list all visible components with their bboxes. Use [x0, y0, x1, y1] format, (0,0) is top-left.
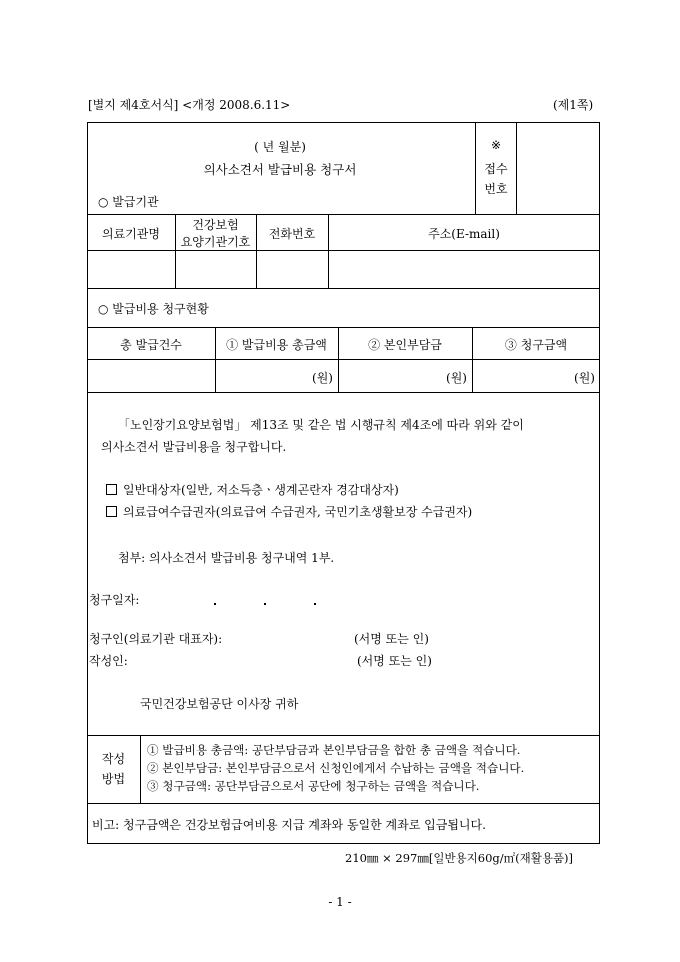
issuer-section-label: ○ 발급기관 — [98, 195, 159, 209]
rule — [87, 250, 600, 251]
rule — [87, 288, 600, 289]
statement-line: 의사소견서 발급비용을 청구합니다. — [101, 440, 287, 454]
guide-item: ② 본인부담금: 본인부담금으로서 신청인에게서 수납하는 금액을 적습니다. — [147, 761, 525, 775]
writer-sign: (서명 또는 인) — [357, 654, 432, 668]
col-self-payment: ② 본인부담금 — [368, 338, 442, 352]
unit-won: (원) — [446, 371, 467, 385]
unit-won: (원) — [574, 371, 595, 385]
claim-date-label: 청구일자: — [89, 593, 140, 607]
col-claim-amount: ③ 청구금액 — [504, 338, 568, 352]
rule — [87, 327, 600, 328]
option-general — [106, 481, 399, 498]
col-phone: 전화번호 — [268, 227, 316, 241]
receipt-label: 번호 — [484, 182, 508, 196]
claimant-sign: (서명 또는 인) — [354, 632, 429, 646]
writer-label: 작성인: — [89, 654, 128, 668]
rule — [87, 392, 600, 393]
col-total-count: 총 발급건수 — [120, 338, 182, 352]
paper-spec: 210㎜ × 297㎜[일반용지60g/㎡(재활용품)] — [345, 851, 574, 865]
guide-label: 작성 — [101, 752, 126, 766]
remark: 비고: 청구금액은 건강보험급여비용 지급 계좌와 동일한 계좌로 입금됩니다. — [92, 818, 486, 832]
guide-item: ③ 청구금액: 공단부담금으로서 공단에 청구하는 금액을 적습니다. — [147, 779, 480, 793]
option-medical-aid-label: 의료급여수급권자(의료급여 수급권자, 국민기초생활보장 수급권자) — [123, 505, 473, 519]
guide-label: 방법 — [101, 772, 126, 786]
date-separator — [314, 603, 316, 605]
rule — [87, 735, 600, 736]
form-id: [별지 제4호서식] <개정 2008.6.11> — [88, 98, 291, 112]
checkbox-medical-aid[interactable] — [106, 506, 117, 517]
date-separator — [264, 603, 266, 605]
checkbox-general[interactable] — [106, 484, 117, 495]
col-total-amount: ① 발급비용 총금액 — [226, 338, 327, 352]
rule — [87, 803, 600, 804]
form-title: 의사소견서 발급비용 청구서 — [203, 162, 357, 177]
date-separator — [214, 603, 216, 605]
rule — [516, 122, 517, 214]
page-side: (제1쪽) — [553, 98, 594, 112]
statement-line: 「노인장기요양보험법」 제13조 및 같은 법 시행규칙 제4조에 따라 위와 같이 — [118, 418, 524, 432]
year-month-line: ( 년 월분) — [254, 140, 306, 154]
receipt-mark: ※ — [490, 138, 502, 152]
option-general-label: 일반대상자(일반, 저소득층ㆍ생계곤란자 경감대상자) — [123, 483, 399, 497]
claimant-label: 청구인(의료기관 대표자): — [89, 632, 223, 646]
col-institution-code: 요양기관기호 — [180, 235, 251, 249]
addressee: 국민건강보험공단 이사장 귀하 — [140, 697, 299, 711]
claim-section-label: ○ 발급비용 청구현황 — [98, 302, 209, 316]
guide-item: ① 발급비용 총금액: 공단부담금과 본인부담금을 합한 총 금액을 적습니다. — [147, 743, 521, 757]
rule — [140, 735, 141, 803]
rule — [87, 214, 600, 215]
attachment-note: 첨부: 의사소견서 발급비용 청구내역 1부. — [118, 551, 335, 565]
option-medical-aid — [106, 503, 472, 520]
unit-won: (원) — [312, 371, 333, 385]
col-institution-name: 의료기관명 — [102, 227, 160, 241]
rule — [87, 359, 600, 360]
receipt-label: 접수 — [484, 162, 508, 176]
col-address: 주소(E-mail) — [428, 227, 500, 241]
page-number: - 1 - — [328, 895, 352, 909]
col-institution-code: 건강보험 — [192, 218, 239, 232]
